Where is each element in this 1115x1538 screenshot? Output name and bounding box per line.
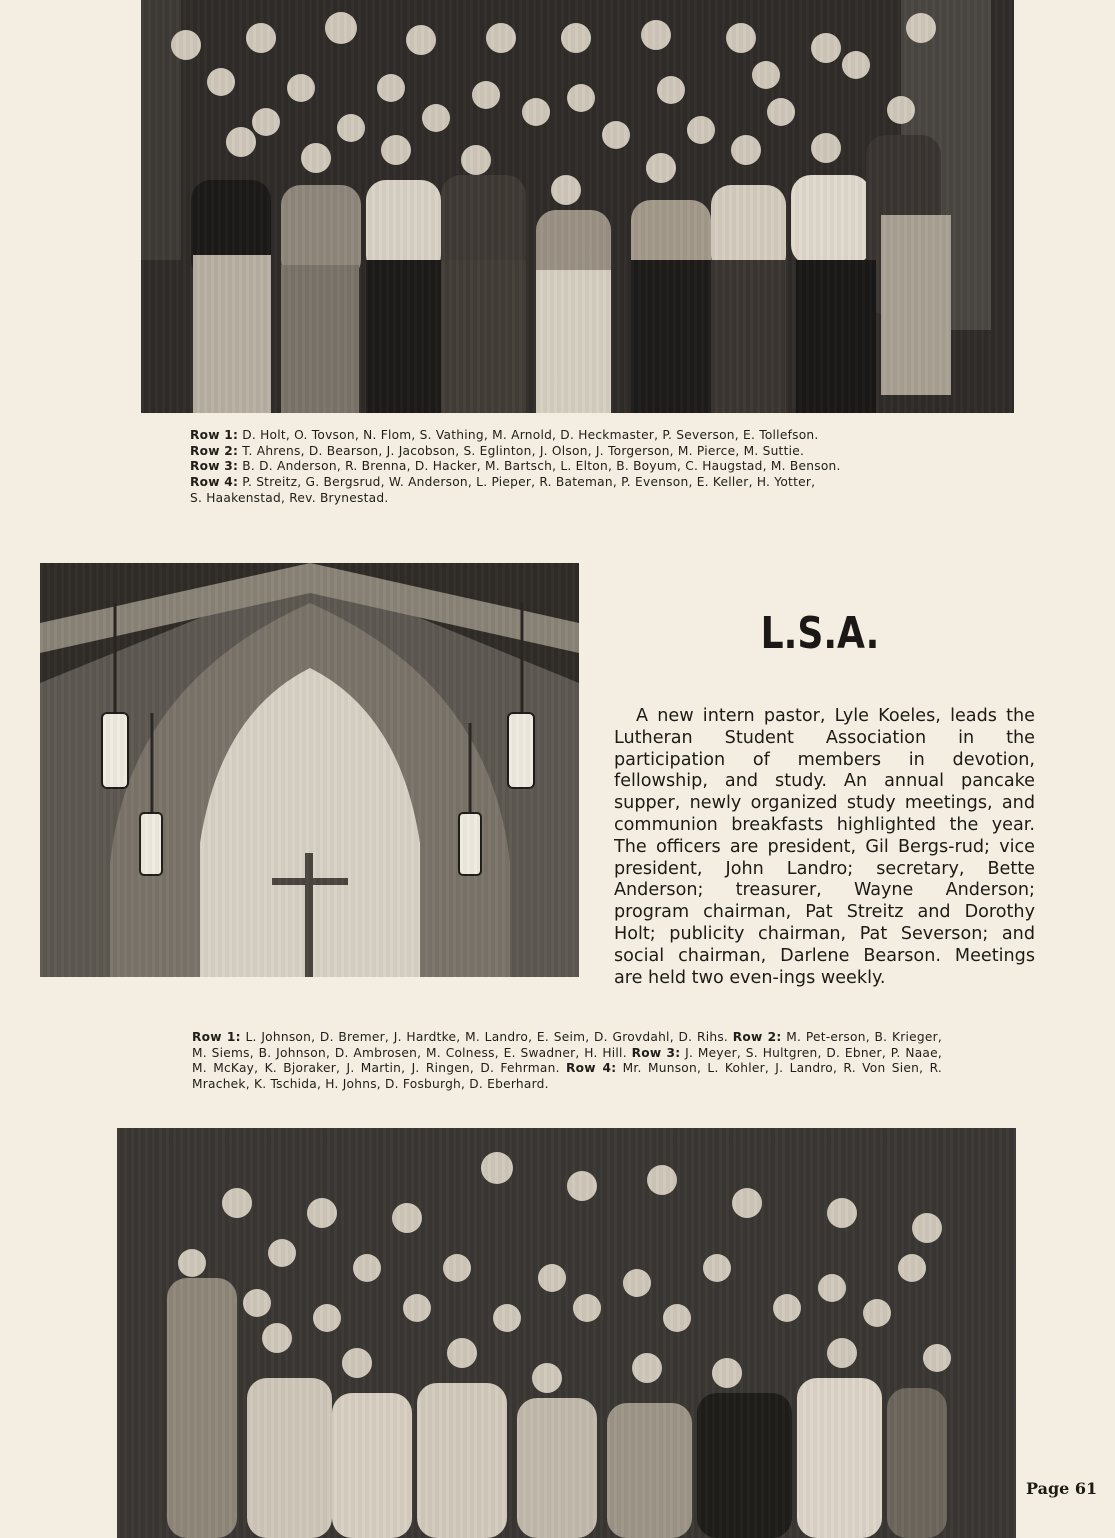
row-names: L. Johnson, D. Bremer, J. Hardtke, M. Landro, E. Seim, D. Grovdahl, D. Rihs.	[245, 1030, 729, 1044]
row-names: M. Pet-erson, B. Krieger, M. Siems, B. Johnson, D. Ambrosen, M. Colness, E. Swadner, H. Hill.	[192, 1030, 942, 1060]
row-names: D. Holt, O. Tovson, N. Flom, S. Vathing, M. Arnold, D. Heckmaster, P. Severson, E. Tollefson.	[242, 428, 819, 442]
top-photo-caption	[190, 428, 950, 507]
row-label: Row 2:	[732, 1030, 782, 1044]
group-photo-top	[141, 0, 1014, 413]
row-label: Row 2:	[190, 443, 239, 458]
chapel-photo	[40, 563, 579, 977]
row-label: Row 4:	[566, 1061, 617, 1076]
page-number: Page 61	[1026, 1479, 1098, 1498]
top-caption-row-3	[190, 459, 950, 475]
row-names: Mr. Munson, L. Kohler, J. Landro, R. Von Sien, R. Mrachek, K. Tschida, H. Johns, D. Fosburgh, D. Eberhard.	[192, 1061, 942, 1092]
body-paragraph	[614, 706, 1035, 989]
row-names: P. Streitz, G. Bergsrud, W. Anderson, L. Pieper, R. Bateman, P. Evenson, E. Keller, H. Yotter,	[242, 475, 816, 490]
group-photo-top-figures	[141, 0, 1014, 413]
row-label: Row 1:	[190, 428, 239, 442]
row-label: Row 4:	[190, 475, 239, 490]
bottom-photo-caption	[192, 1030, 942, 1093]
section-heading: L.S.A.	[760, 608, 880, 659]
row-names: T. Ahrens, D. Bearson, J. Jacobson, S. Eglinton, J. Olson, J. Torgerson, M. Pierce, M. Suttie.	[242, 443, 805, 458]
row-names: B. D. Anderson, R. Brenna, D. Hacker, M. Bartsch, L. Elton, B. Boyum, C. Haugstad, M. Benson.	[242, 459, 841, 474]
row-names: J. Meyer, S. Hultgren, D. Ebner, P. Naae, M. McKay, K. Bjoraker, J. Martin, J. Ringen, D. Fehrman.	[192, 1045, 942, 1076]
top-caption-row-1	[190, 428, 950, 444]
top-caption-row-2	[190, 444, 950, 460]
top-caption-row-4	[190, 475, 950, 491]
body-text: A new intern pastor, Lyle Koeles, leads the Lutheran Student Association in the participation of members in devotion, fellowship, and study. An annual pancake supper, newly organized study meetings, and communion breakfasts highlighted the year. The officers are president, Gil Bergs-rud; vice president, John Landro; secretary, Bette Anderson; treasurer, Wayne Anderson; program chairman, Pat Streitz and Dorothy Holt; publicity chairman, Pat Severson; and social chairman, Darlene Bearson. Meetings are held two even-ings weekly.	[614, 706, 1035, 988]
group-photo-bottom	[117, 1128, 1016, 1538]
row-label: Row 3:	[190, 459, 239, 474]
group-photo-bottom-figures	[117, 1128, 1016, 1538]
row-label: Row 1:	[192, 1030, 241, 1044]
chapel-photo-illustration	[40, 563, 579, 977]
row-label: Row 3:	[631, 1045, 681, 1060]
top-caption-continuation: S. Haakenstad, Rev. Brynestad.	[190, 490, 389, 505]
